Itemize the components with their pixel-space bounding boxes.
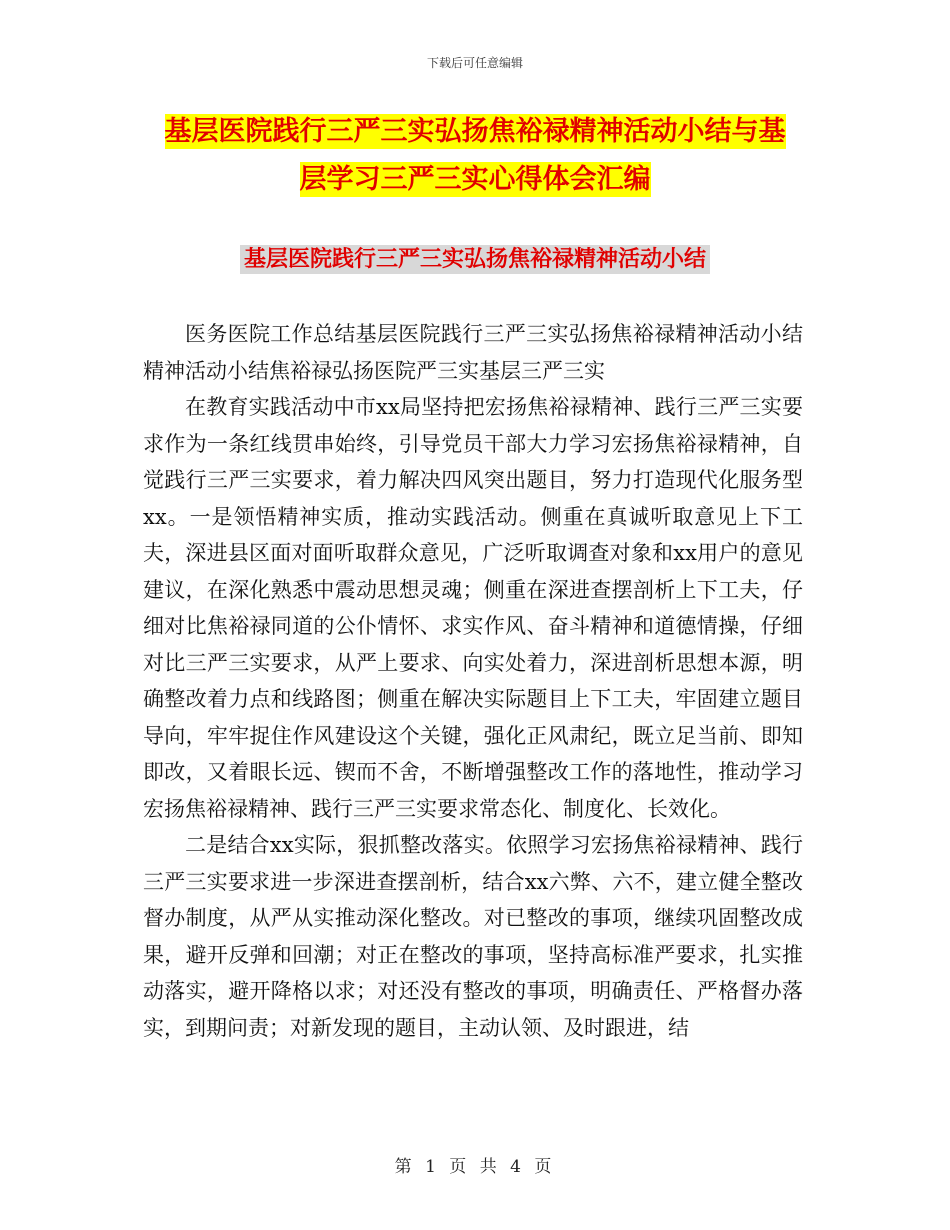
section-title-text: 基层医院践行三严三实弘扬焦裕禄精神活动小结 <box>240 245 710 274</box>
document-body <box>143 316 803 1046</box>
section-title <box>0 242 950 273</box>
paragraph: 医务医院工作总结基层医院践行三严三实弘扬焦裕禄精神活动小结精神活动小结焦裕禄弘扬医院严三实基层三严三实 <box>143 322 803 383</box>
header-note: 下载后可任意编辑 <box>426 56 523 70</box>
page-indicator: 第 1 页 共 4 页 <box>394 1157 556 1177</box>
paragraph: 在教育实践活动中市xx局坚持把宏扬焦裕禄精神、践行三严三实要求作为一条红线贯串始终，引导党员干部大力学习宏扬焦裕禄精神，自觉践行三严三实要求，着力解决四风突出题目，努力打造现代化服务型xx。一是领悟精神实质，推动实践活动。侧重在真诚听取意见上下工夫，深进县区面对面听取群众意见，广泛听取调查对象和xx用户的意见建议，在深化熟悉中震动思想灵魂；侧重在深进查摆剖析上下工夫，仔细对比焦裕禄同道的公仆情怀、求实作风、奋斗精神和道德情操，仔细对比三严三实要求，从严上要求、向实处着力，深进剖析思想本源，明确整改着力点和线路图；侧重在解决实际题目上下工夫，牢固建立题目导向，牢牢捉住作风建设这个关键，强化正风肃纪，既立足当前、即知即改，又着眼长远、锲而不舍，不断增强整改工作的落地性，推动学习宏扬焦裕禄精神、践行三严三实要求常态化、制度化、长效化。 <box>143 395 803 821</box>
document-title-line-2: 层学习三严三实心得体会汇编 <box>299 164 651 195</box>
paragraph: 二是结合xx实际，狠抓整改落实。依照学习宏扬焦裕禄精神、践行三严三实要求进一步深进查摆剖析，结合xx六弊、六不，建立健全整改督办制度，从严从实推动深化整改。对已整改的事项，继续巩固整改成果，避开反弹和回潮；对正在整改的事项，坚持高标准严要求，扎实推动落实，避开降格以求；对还没有整改的事项，明确责任、严格督办落实，到期问责；对新发现的题目，主动认领、及时跟进，结 <box>143 833 803 1040</box>
document-title <box>140 108 810 204</box>
document-title-line-1: 基层医院践行三严三实弘扬焦裕禄精神活动小结与基 <box>164 116 786 147</box>
